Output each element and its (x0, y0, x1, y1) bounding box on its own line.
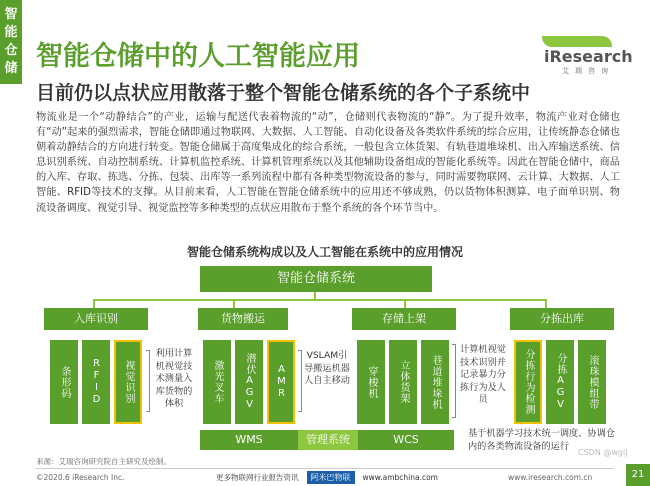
connector-line (93, 299, 546, 301)
connector-line (93, 299, 95, 308)
box-label: 穿梭机 (366, 365, 377, 399)
logo-brand-cn: 艾瑞咨询 (562, 67, 614, 75)
annotation-vslam: VSLAM引导搬运机器人自主移动 (304, 350, 350, 386)
iresearch-logo (534, 36, 633, 76)
box-sorting-detection (514, 340, 542, 424)
promo-banner[interactable] (216, 471, 438, 484)
box-3d-shelf (389, 340, 417, 424)
copyright: ©2020.6 iResearch Inc. (36, 473, 125, 482)
box-sorting-agv (546, 340, 574, 424)
page-subtitle: 目前仍以点状应用散落于整个智能仓储系统的各个子系统中 (36, 82, 531, 104)
category-storage: 存储上架 (352, 308, 456, 330)
body-paragraph: 物流业是一个“动静结合”的产业，运输与配送代表着物流的“动”，仓储则代表物流的“静”。为了提升效率，物流产业对仓储也有“动”起来的强烈需求，智能仓储即通过物联网、大数据、人工智能、自动化设备及各类软件系统的综合应用，让传统静态仓储也朝着动静结合的方向进行转变。智能仓储属于高度集成化的综合系统，一般包含立体货架、有轨巷道堆垛机、出入库输送系统、信息识别系统、自动控制系统、计算机监控系统、计算机管理系统以及其他辅助设备组成的智能化系统等。因此在智能仓储中，商品的入库、存取、拣选、分拣、包装、出库等一系列流程中都有各种类型物流设备的参与，同时需要物联网、云计算、大数据、人工智能、RFID等技术的支撑。从目前来看，人工智能在智能仓储系统中的应用还不够成熟，仍以货物体积测算、电子面单识别、物流设备调度、视觉引导、视觉监控等多种类型的点状应用散布于整个系统的各个环节当中。 (36, 112, 620, 214)
box-stacker (421, 340, 449, 424)
promo-badge: 阿米巴物联 (307, 471, 355, 484)
connector-line (404, 299, 406, 308)
promo-url[interactable]: www.ambchina.com (362, 473, 438, 482)
box-label: 分拣AGV (555, 353, 566, 411)
section-tab-char: 仓 (4, 43, 18, 58)
diagram-title: 智能仓储系统构成以及人工智能在系统中的应用情况 (186, 245, 463, 259)
box-label: RFID (91, 358, 102, 406)
box-label: 巷道堆垛机 (430, 354, 441, 410)
annotation-bracket (146, 350, 150, 412)
category-handling: 货物搬运 (198, 308, 288, 330)
box-amr (267, 340, 295, 424)
box-label: 条形码 (59, 365, 70, 399)
section-tab-char: 智 (4, 7, 18, 22)
promo-text: 更多物联网行业报告资讯 (216, 473, 299, 482)
footer-divider (36, 468, 614, 469)
annotation-volume: 利用计算机视觉技术测量入库货物的体积 (155, 348, 193, 409)
wcs-bar: WCS (358, 430, 454, 450)
box-visual-recognition (114, 340, 142, 424)
wms-bar: WMS (200, 430, 298, 450)
box-shuttle (357, 340, 385, 424)
box-barcode (50, 340, 78, 424)
box-label: 立体货架 (398, 360, 409, 404)
watermark: CSDN @wgiJ (578, 448, 628, 457)
box-laser-forklift (203, 340, 231, 424)
box-label: 激光叉车 (212, 360, 223, 404)
section-tab-char: 能 (4, 25, 18, 40)
connector-line (545, 299, 547, 308)
box-label: 视觉识别 (123, 360, 134, 404)
annotation-bracket (298, 350, 302, 412)
section-tab (0, 0, 22, 84)
annotation-scheduling: 基于机器学习技术统一调度、协调仓内的各类物流设备的运行 (468, 428, 615, 452)
annotation-bracket (452, 344, 456, 418)
logo-leaf-icon (542, 36, 612, 47)
diagram-header: 智能仓储系统 (200, 266, 432, 292)
box-label: AMR (276, 364, 287, 400)
box-label: 分拣行为检测 (523, 349, 534, 415)
logo-brand: iResearch (544, 47, 633, 66)
box-rfid (82, 340, 110, 424)
box-label: 滚珠模组带 (587, 354, 598, 410)
page-title: 智能仓储中的人工智能应用 (36, 41, 360, 72)
source-note: 来源：艾瑞咨询研究院自主研究及绘制。 (36, 457, 171, 466)
connector-line (233, 299, 235, 308)
management-system-bar: 管理系统 (298, 430, 358, 450)
page-number: 21 (626, 464, 650, 486)
box-label: 潜伏AGV (244, 353, 255, 411)
annotation-sorting: 计算机视觉技术识别并记录暴力分拣行为及人员 (460, 344, 506, 405)
category-outbound: 分拣出库 (510, 308, 614, 330)
site-url[interactable]: www.iresearch.com.cn (508, 473, 593, 482)
section-tab-char: 储 (4, 61, 18, 76)
box-ball-module (578, 340, 606, 424)
box-latent-agv (235, 340, 263, 424)
category-inbound: 入库识别 (44, 308, 148, 330)
